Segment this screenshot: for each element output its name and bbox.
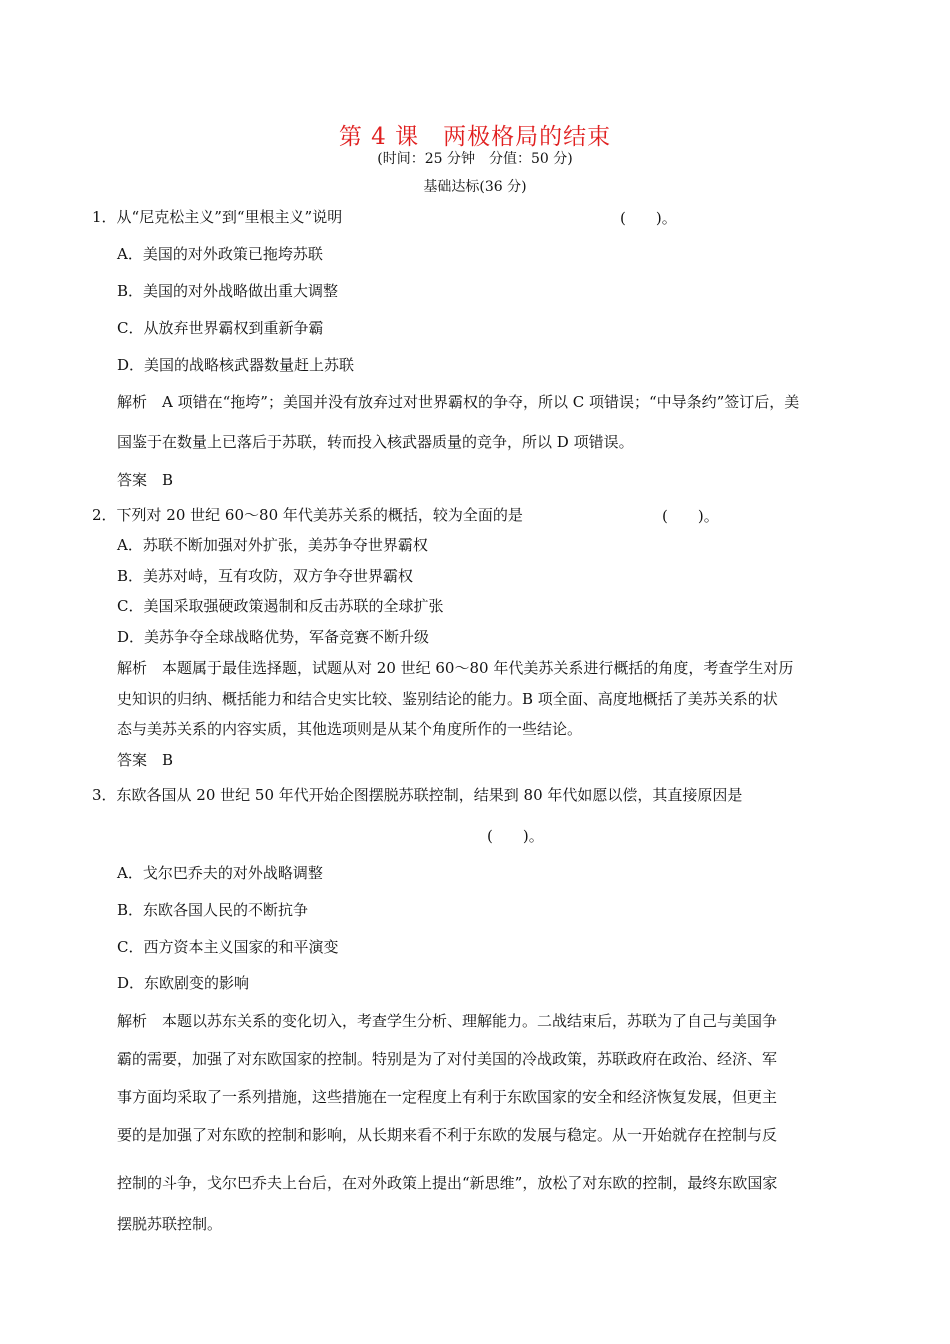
question-2-option-a: A．苏联不断加强对外扩张，美苏争夺世界霸权 bbox=[117, 536, 428, 554]
question-1-stem: 1．从“尼克松主义”到“里根主义”说明 bbox=[92, 208, 343, 226]
question-1-option-a: A．美国的对外政策已拖垮苏联 bbox=[117, 245, 323, 263]
question-2-blank: ( )。 bbox=[662, 507, 719, 525]
question-2-answer: 答案 B bbox=[117, 751, 174, 769]
question-1-option-b: B．美国的对外战略做出重大调整 bbox=[117, 282, 339, 300]
page-title: 第 4 课 两极格局的结束 bbox=[338, 124, 612, 150]
page-subtitle: (时间：25 分钟 分值：50 分) bbox=[377, 151, 573, 167]
question-3-option-b: B．东欧各国人民的不断抗争 bbox=[117, 901, 309, 919]
question-2-analysis-line: 史知识的归纳、概括能力和结合史实比较、鉴别结论的能力。B 项全面、高度地概括了美苏关系的状 bbox=[117, 690, 778, 708]
question-1-option-d: D．美国的战略核武器数量赶上苏联 bbox=[117, 356, 355, 374]
question-3-analysis-line: 要的是加强了对东欧的控制和影响，从长期来看不利于东欧的发展与稳定。从一开始就存在控制与反 bbox=[117, 1126, 778, 1144]
question-2-option-c: C．美国采取强硬政策遏制和反击苏联的全球扩张 bbox=[117, 597, 444, 615]
question-3-option-d: D．东欧剧变的影响 bbox=[117, 974, 250, 992]
question-1-option-c: C．从放弃世界霸权到重新争霸 bbox=[117, 319, 324, 337]
question-3-analysis-line: 摆脱苏联控制。 bbox=[117, 1215, 223, 1233]
question-1-analysis-line: 解析 A 项错在“拖垮”；美国并没有放弃过对世界霸权的争夺，所以 C 项错误；“中导条约”签订后，美 bbox=[117, 393, 800, 411]
question-3-option-a: A．戈尔巴乔夫的对外战略调整 bbox=[117, 864, 323, 882]
question-3-analysis-line: 事方面均采取了一系列措施，这些措施在一定程度上有利于东欧国家的安全和经济恢复发展，但更主 bbox=[117, 1088, 778, 1106]
question-2-analysis-line: 解析 本题属于最佳选择题，试题从对 20 世纪 60～80 年代美苏关系进行概括的角度，考查学生对历 bbox=[117, 659, 794, 677]
question-2-option-b: B．美苏对峙，互有攻防，双方争夺世界霸权 bbox=[117, 567, 414, 585]
question-1-blank: ( )。 bbox=[620, 209, 677, 227]
question-3-blank: ( )。 bbox=[487, 827, 544, 845]
question-3-stem: 3．东欧各国从 20 世纪 50 年代开始企图摆脱苏联控制，结果到 80 年代如愿以偿，其直接原因是 bbox=[92, 786, 743, 804]
question-1-analysis-line: 国鉴于在数量上已落后于苏联，转而投入核武器质量的竞争，所以 D 项错误。 bbox=[117, 433, 634, 451]
question-3-analysis-line: 解析 本题以苏东关系的变化切入，考查学生分析、理解能力。二战结束后，苏联为了自己与美国争 bbox=[117, 1012, 778, 1030]
question-2-option-d: D．美苏争夺全球战略优势，军备竞赛不断升级 bbox=[117, 628, 430, 646]
question-3-analysis-line: 控制的斗争，戈尔巴乔夫上台后，在对外政策上提出“新思维”，放松了对东欧的控制，最终东欧国家 bbox=[117, 1174, 778, 1192]
section-heading: 基础达标(36 分) bbox=[423, 179, 527, 195]
question-2-stem: 2．下列对 20 世纪 60～80 年代美苏关系的概括，较为全面的是 bbox=[92, 506, 523, 524]
question-3-analysis-line: 霸的需要，加强了对东欧国家的控制。特别是为了对付美国的冷战政策，苏联政府在政治、经济、军 bbox=[117, 1050, 778, 1068]
question-2-analysis-line: 态与美苏关系的内容实质，其他选项则是从某个角度所作的一些结论。 bbox=[117, 720, 583, 738]
question-3-option-c: C．西方资本主义国家的和平演变 bbox=[117, 938, 339, 956]
question-1-answer: 答案 B bbox=[117, 471, 174, 489]
